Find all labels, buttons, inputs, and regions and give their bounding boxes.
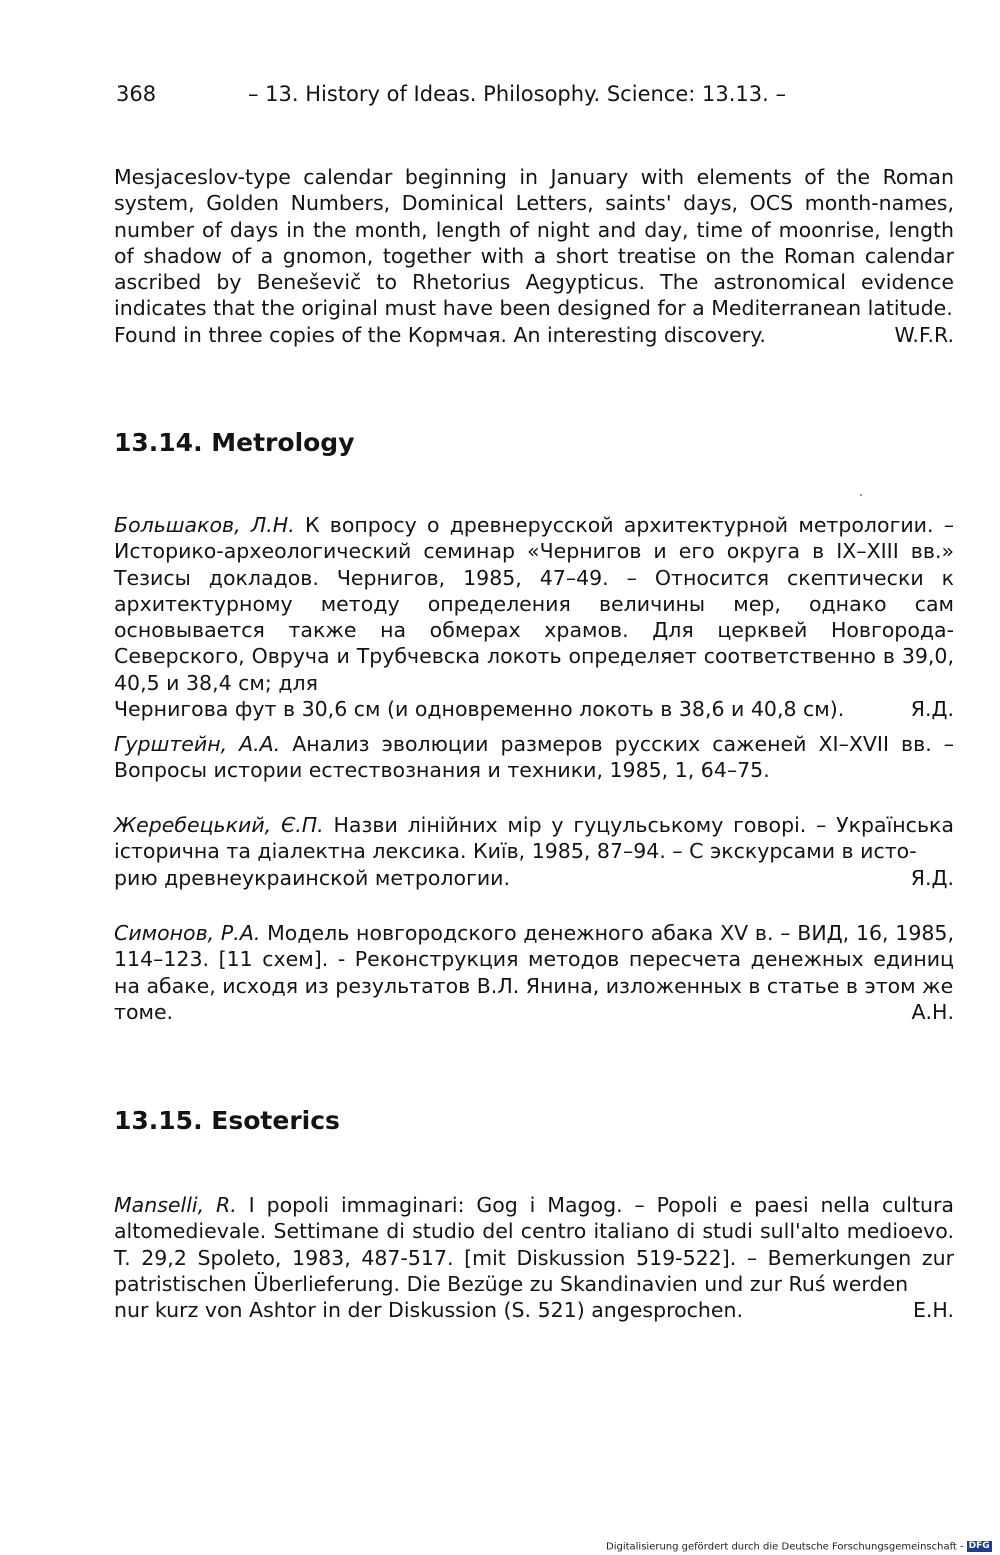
entry-last-line-text: Found in three copies of the Кормчая. An interesting discovery. <box>114 322 766 347</box>
entry-last-line-text: nur kurz von Ashtor in der Diskussion (S. 521) angesprochen. <box>114 1298 744 1323</box>
footer-text: Digitalisierung gefördert durch die Deutsche Forschungsgemeinschaft - <box>606 1541 964 1553</box>
entry-last-line <box>114 999 954 1025</box>
entry-author: Большаков, Л.Н. <box>114 513 295 537</box>
entry-last-line-text: Чернигова фут в 30,6 см (и одновременно локоть в 38,6 и 40,8 см). <box>114 697 845 722</box>
entry-last-line-text: томе. <box>114 999 174 1024</box>
reviewer-initials: W.F.R. <box>894 322 954 347</box>
reviewer-initials: Я.Д. <box>910 865 954 890</box>
entry-last-line <box>114 1297 954 1323</box>
entry-body: I popoli immaginari: Gog i Magog. – Popoli e paesi nella cultura altomedievale. Settimane di studio del centro italiano di studi sull'alto medioevo. T. 29,2 Spoleto, 1983, 487-517. [mit Diskussion 519-522]. – Bemerkungen zur patristischen Überlieferung. Die Bezüge zu Skandinavien und zur Ruś werden <box>114 1193 954 1296</box>
entry-last-line-text: рию древнеукраинской метрологии. <box>114 865 511 890</box>
entry-body: Mesjaceslov-type calendar beginning in January with elements of the Roman system, Golden Numbers, Dominical Letters, saints' days, OCS month-names, number of days in the month, length of night and day, time of moonrise, length of shadow of a gnomon, together with a short treatise on the Roman calendar ascribed by Beneševič to Rhetorius Aegypticus. The astronomical evidence indicates that the original must have been designed for a Mediterranean latitude. <box>114 165 954 321</box>
entry-author: Гурштейн, А.А. <box>114 732 281 756</box>
speck-mark <box>860 494 862 496</box>
entry-author: Симонов, Р.А. <box>114 921 261 945</box>
entry-body: Модель новгородского денежного абака XV в. – ВИД, 16, 1985, 114–123. [11 схем]. - Реконструкция методов пересчета денежных единиц на абаке, исходя из результатов В.Л. Янина, изложенных в статье в этом же <box>114 921 954 998</box>
entry-author: Manselli, R. <box>114 1193 237 1217</box>
bibliography-entry <box>114 1192 954 1323</box>
entry-author: Жеребецький, Є.П. <box>114 813 324 837</box>
entry-last-line <box>114 865 954 891</box>
dfg-logo: DFG <box>968 1541 990 1551</box>
digitization-footer <box>606 1541 992 1554</box>
section-heading-metrology: 13.14. Metrology <box>114 428 355 457</box>
bibliography-entry <box>114 812 954 891</box>
reviewer-initials: Я.Д. <box>910 697 954 722</box>
bibliography-entry <box>114 512 954 722</box>
bibliography-entry <box>114 731 954 784</box>
entry-body: К вопросу о древнерусской архитектурной метрологии. – Историко-археологический семинар «Чернигов и его округа в IX–XIII вв.» Тезисы докладов. Чернигов, 1985, 47–49. – Относится скептически к архитектурному методу определения величины мер, однако сам основывается также на обмерах храмов. Для церквей Новгорода-Северского, Овруча и Трубчевска локоть определяет соответственно в 39,0, 40,5 и 38,4 см; для <box>114 513 954 695</box>
entry-body: Анализ эволюции размеров русских саженей XI–XVII вв. – Вопросы истории естествознания и техники, 1985, 1, 64–75. <box>114 732 954 783</box>
section-heading-esoterics: 13.15. Esoterics <box>114 1106 340 1135</box>
reviewer-initials: E.H. <box>912 1298 954 1323</box>
running-title: – 13. History of Ideas. Philosophy. Science: 13.13. – <box>248 82 786 106</box>
entry-last-line <box>114 322 954 348</box>
bibliography-entry <box>114 920 954 1025</box>
intro-entry <box>114 164 954 348</box>
page-header <box>116 78 956 110</box>
reviewer-initials: А.Н. <box>911 999 954 1024</box>
page-number: 368 <box>116 82 157 106</box>
entry-body: Назви лінійних мір у гуцульському говорі. – Українська історична та діалектна лексика. Київ, 1985, 87–94. – С экскурсами в исто- <box>114 813 954 864</box>
entry-last-line <box>114 696 954 722</box>
